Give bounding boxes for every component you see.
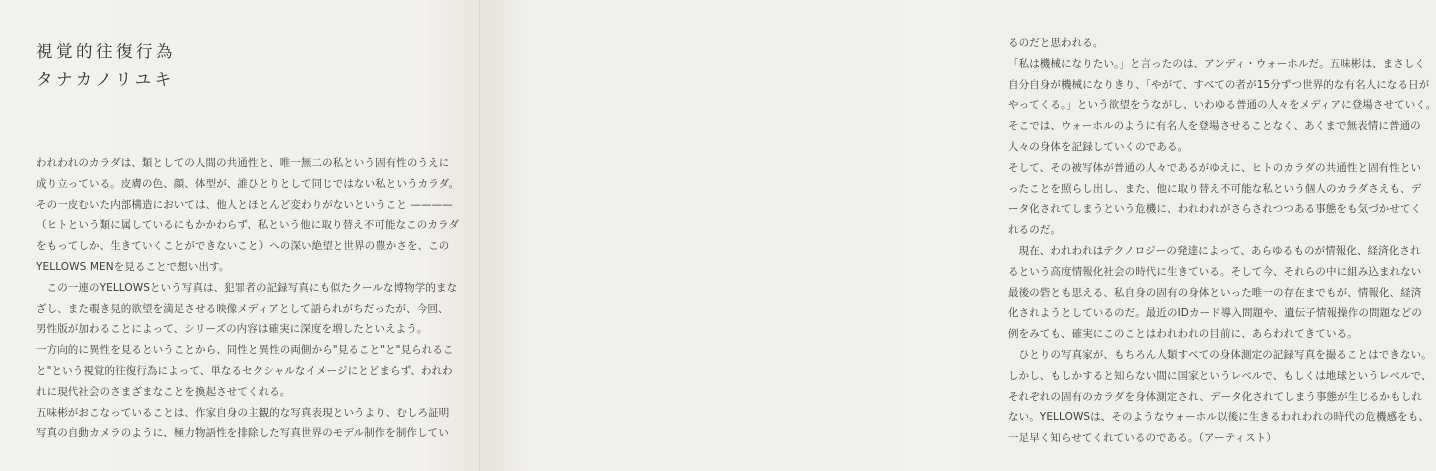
text-line: ざし、また覗き見的欲望を満足させる映像メディアとして語られがちだったが、今回、 — [36, 302, 449, 315]
text-line: 五味彬がおこなっていることは、作家自身の主観的な写真表現というより、むしろ証明 — [36, 406, 450, 419]
text-line: 化されようとしているのだ。最近のIDカード導入問題や、遺伝子情報操作の問題などの — [1008, 307, 1422, 320]
left-page — [0, 0, 480, 471]
right-page — [480, 0, 1436, 471]
text-line: れるのだ。 — [1008, 224, 1061, 237]
essay-author: タナカノリユキ — [36, 70, 175, 89]
text-line: 例をみても、確実にこのことはわれわれの目前に、あらわれてきている。 — [1008, 328, 1358, 341]
text-line: そして、その被写体が普通の人々であるがゆえに、ヒトのカラダの共通性と固有性とい — [1008, 161, 1422, 174]
text-line: れに現代社会のさまざまなことを換起させてくれる。 — [36, 385, 291, 398]
essay-title: 視覚的往復行為 — [36, 42, 176, 61]
text-line: るという高度情報化社会の時代に生きている。そして今、それらの中に組み込まれない — [1008, 265, 1422, 278]
text-line: やってくる。」という欲望をうながし、いわゆる普通の人々をメディアに登場させていく。 — [1008, 99, 1436, 112]
left-body-text — [36, 153, 466, 444]
text-line: その一皮むいた内部構造においては、他人とほとんど変わりがないということ ———— — [36, 198, 453, 211]
text-line: われわれのカラダは、類としての人間の共通性と、唯一無二の私という固有性のうえに — [36, 157, 450, 169]
text-line: 成り立っている。皮膚の色、顔、体型が、誰ひとりとして同じではない私というカラダ。 — [36, 177, 460, 190]
right-body-text — [1008, 33, 1436, 449]
text-line: 一方向的に異性を見るということから、同性と異性の両側から"見ること"と"見られるこ — [36, 344, 454, 357]
text-line: 一足早く知らせてくれているのである。（アーティスト） — [1008, 432, 1277, 445]
text-line: 現在、われわれはテクノロジーの発達によって、あらゆるものが情報化、経済化され — [1008, 244, 1421, 257]
text-line: ータ化されてしまうという危機に、われわれがさらされつつある事態をも気づかせてく — [1008, 203, 1422, 216]
text-line: るのだと思われる。 — [1008, 37, 1104, 49]
text-line: 自分自身が機械になりきり、「やがて、すべての者が15分ずつ世界的な有名人になる日が — [1008, 78, 1430, 91]
text-line: しかし、もしかすると知らない間に国家というレベルで、もしくは地球というレベルで、 — [1008, 369, 1432, 382]
text-line: ない。YELLOWSは、そのようなウォーホル以後に生きるわれわれの時代の危機感をも、 — [1008, 411, 1429, 424]
text-line: そこでは、ウォーホルのように有名人を登場させることなく、あくまで無表情に普通の — [1008, 120, 1421, 133]
text-line: ひとりの写真家が、もちろん人類すべての身体測定の記録写真を撮ることはできない。 — [1008, 348, 1432, 361]
text-line: それぞれの固有のカラダを身体測定され、データ化されてしまう事態が生じるかもしれ — [1008, 390, 1422, 403]
text-line: YELLOWS MENを見ることで想い出す。 — [36, 260, 230, 273]
text-line: をもってしか、生きていくことができないこと）への深い絶望と世界の豊かさを、この — [36, 240, 450, 253]
text-line: 男性版が加わることによって、シリーズの内容は確実に深度を増したといえよう。 — [36, 323, 428, 336]
text-line: 「私は機械になりたい。」と言ったのは、アンディ・ウォーホルだ。五味彬は、まさしく — [1008, 57, 1426, 70]
text-line: この一連のYELLOWSという写真は、犯罪者の記録写真にも似たクールな博物学的まな — [36, 281, 458, 294]
text-line: 最後の砦とも思える、私自身の固有の身体といった唯一の存在までもが、情報化、経済 — [1008, 286, 1422, 299]
text-line: と"という視覚的往復行為によって、単なるセクシャルなイメージにとどまらず、われわ — [36, 364, 453, 377]
text-line: 人々の身体を記録していくのである。 — [1008, 140, 1189, 153]
text-line: （ヒトという類に属しているにもかかわらず、私という他に取り替え不可能なこのカラダ — [36, 219, 460, 232]
text-line: ったことを照らし出し、また、他に取り替え不可能な私という個人のカラダさえも、デ — [1008, 182, 1422, 195]
text-line: 写真の自動カメラのように、極力物語性を排除した写真世界のモデル制作を制作してい — [36, 427, 449, 440]
